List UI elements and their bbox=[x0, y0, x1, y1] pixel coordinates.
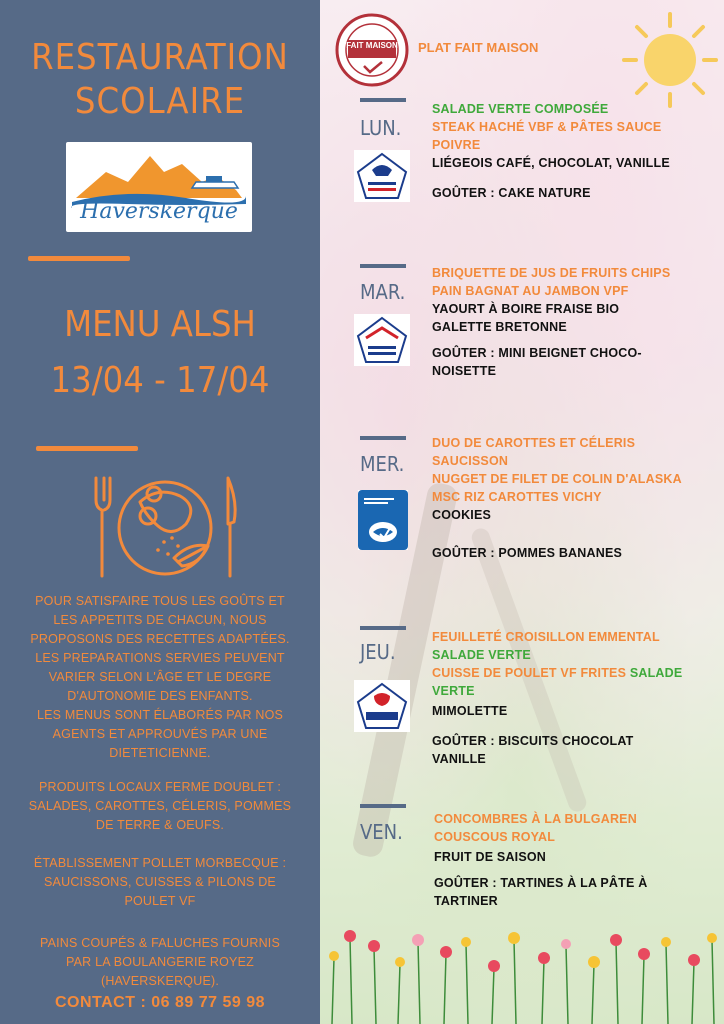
menu-title: MENU ALSH bbox=[64, 304, 256, 345]
info-paragraph-3 bbox=[10, 854, 310, 911]
dish-line: SALADE VERTE bbox=[432, 648, 531, 662]
title-line-2: SCOLAIRE bbox=[74, 81, 246, 122]
dish-line: GALETTE BRETONNE bbox=[432, 320, 567, 334]
dish-line: STEAK HACHÉ VBF & PÂTES SAUCE bbox=[432, 120, 662, 134]
day-label-lun: LUN. bbox=[360, 116, 402, 140]
sun-icon bbox=[620, 10, 720, 110]
dish-line: FRUIT DE SAISON bbox=[434, 850, 547, 864]
viande-bovine-francaise-icon bbox=[356, 152, 408, 200]
day-bar bbox=[360, 804, 406, 808]
dish-line: MSC RIZ CAROTTES VICHY bbox=[432, 490, 602, 504]
title-line-1: RESTAURATION bbox=[31, 37, 289, 78]
dish-line: PAIN BAGNAT AU JAMBON VPF bbox=[432, 284, 629, 298]
left-panel bbox=[0, 0, 320, 1024]
badge-porc-francais bbox=[354, 314, 410, 366]
info-line: PRODUITS LOCAUX FERME DOUBLET : bbox=[38, 780, 282, 794]
contact-phone: CONTACT : 06 89 77 59 98 bbox=[54, 994, 265, 1011]
plate-cutlery-icon bbox=[88, 472, 242, 582]
info-line: VARIER SELON L'ÂGE ET LE DEGRE bbox=[48, 670, 272, 684]
gouter-line: GOÛTER : BISCUITS CHOCOLAT bbox=[432, 734, 634, 748]
le-porc-francais-icon bbox=[356, 316, 408, 364]
day-bar bbox=[360, 626, 406, 630]
day-bar bbox=[360, 436, 406, 440]
dish-line: COUSCOUS ROYAL bbox=[434, 830, 556, 844]
dish-line: MIMOLETTE bbox=[432, 704, 508, 718]
info-line: PAR LA BOULANGERIE ROYEZ bbox=[66, 955, 254, 969]
stamp-text: FAIT MAISON bbox=[346, 41, 398, 50]
info-line: PROPOSONS DES RECETTES ADAPTÉES. bbox=[30, 632, 290, 646]
gouter-line: VANILLE bbox=[432, 752, 486, 766]
right-panel bbox=[320, 0, 724, 1024]
gouter-line: GOÛTER : MINI BEIGNET CHOCO- bbox=[432, 346, 642, 360]
day-label-mar: MAR. bbox=[360, 280, 406, 304]
info-line: LES MENUS SONT ÉLABORÉS PAR NOS bbox=[36, 708, 284, 722]
dish-line: COOKIES bbox=[432, 508, 492, 522]
info-line: D'AUTONOMIE DES ENFANTS. bbox=[67, 689, 253, 703]
gouter-line: TARTINER bbox=[434, 894, 498, 908]
dish-line bbox=[432, 664, 682, 682]
info-paragraph-2 bbox=[10, 778, 310, 835]
info-line: LES APPETITS DE CHACUN, NOUS bbox=[53, 613, 267, 627]
info-line: AGENTS ET APPROUVÉS PAR UNE bbox=[52, 727, 268, 741]
day-label-ven: VEN. bbox=[360, 820, 403, 844]
dish-line: NUGGET DE FILET DE COLIN D'ALASKA bbox=[432, 472, 682, 486]
day-label-jeu: JEU. bbox=[360, 640, 396, 664]
gouter-line: GOÛTER : POMMES BANANES bbox=[432, 546, 623, 560]
flowers-illustration bbox=[320, 924, 724, 1024]
gouter-line: NOISETTE bbox=[432, 364, 497, 378]
badge-volaille-francaise bbox=[354, 680, 410, 732]
badge-vbf bbox=[354, 150, 410, 202]
msc-peche-durable-icon bbox=[358, 490, 408, 550]
info-paragraph-4 bbox=[10, 934, 310, 991]
menu-dates: 13/04 - 17/04 bbox=[50, 360, 270, 401]
dish-line: BRIQUETTE DE JUS DE FRUITS CHIPS bbox=[432, 266, 671, 280]
dish-line: SALADE VERTE COMPOSÉE bbox=[432, 102, 609, 116]
info-line: LES PREPARATIONS SERVIES PEUVENT bbox=[35, 651, 285, 665]
page-title bbox=[0, 36, 320, 124]
dish-text: CUISSE DE POULET VF FRITES bbox=[432, 666, 627, 680]
divider bbox=[28, 256, 130, 261]
haverskerque-logo bbox=[66, 142, 252, 232]
info-line: PAINS COUPÉS & FALUCHES FOURNIS bbox=[39, 936, 281, 950]
dish-line: VERTE bbox=[432, 684, 475, 698]
gouter-line: GOÛTER : CAKE NATURE bbox=[432, 186, 591, 200]
dish-line: POIVRE bbox=[432, 138, 481, 152]
dish-line: DUO DE CAROTTES ET CÉLERIS bbox=[432, 436, 636, 450]
info-line: (HAVERSKERQUE). bbox=[100, 974, 220, 988]
dish-line: SAUCISSON bbox=[432, 454, 509, 468]
fait-maison-stamp-icon bbox=[334, 12, 410, 88]
logo-text: Haverskerque bbox=[80, 199, 238, 224]
info-paragraph-1 bbox=[10, 592, 310, 763]
info-line: POULET VF bbox=[124, 894, 196, 908]
gouter-line: GOÛTER : TARTINES À LA PÂTE À bbox=[434, 876, 648, 890]
info-line: POUR SATISFAIRE TOUS LES GOÛTS ET bbox=[35, 594, 285, 608]
info-line: DE TERRE & OEUFS. bbox=[95, 818, 225, 832]
dish-line: LIÉGEOIS CAFÉ, CHOCOLAT, VANILLE bbox=[432, 156, 670, 170]
dish-line: CONCOMBRES À LA BULGAREN bbox=[434, 812, 637, 826]
dish-text-suffix: SALADE bbox=[629, 666, 683, 680]
dish-line: FEUILLETÉ CROISILLON EMMENTAL bbox=[432, 630, 660, 644]
day-bar bbox=[360, 264, 406, 268]
volaille-francaise-icon bbox=[356, 682, 408, 730]
info-line: ÉTABLISSEMENT POLLET MORBECQUE : bbox=[33, 856, 287, 870]
day-bar bbox=[360, 98, 406, 102]
badge-msc bbox=[358, 490, 408, 550]
divider bbox=[36, 446, 138, 451]
info-line: SALADES, CAROTTES, CÉLERIS, POMMES bbox=[28, 799, 292, 813]
info-line: SAUCISSONS, CUISSES & PILONS DE bbox=[44, 875, 276, 889]
info-line: DIETETICIENNE. bbox=[109, 746, 211, 760]
fait-maison-label: PLAT FAIT MAISON bbox=[418, 40, 539, 55]
dish-line: YAOURT À BOIRE FRAISE BIO bbox=[432, 302, 620, 316]
day-label-mer: MER. bbox=[360, 452, 405, 476]
